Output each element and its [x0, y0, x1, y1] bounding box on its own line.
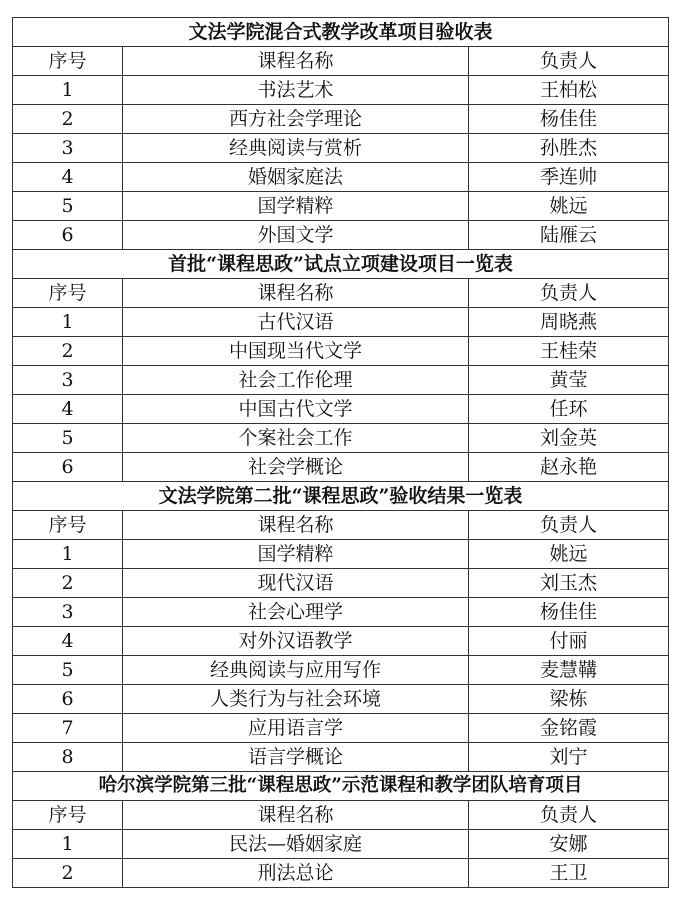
- cell-owner: 杨佳佳: [469, 598, 669, 627]
- project-list-table: [12, 17, 669, 888]
- cell-owner: 刘宁: [469, 743, 669, 772]
- table-body: [13, 18, 669, 888]
- table-row: [13, 337, 669, 366]
- cell-owner: 金铭霞: [469, 714, 669, 743]
- table-row: [13, 105, 669, 134]
- header-course-name: 课程名称: [123, 801, 469, 830]
- table-row: [13, 859, 669, 888]
- cell-index: 3: [13, 134, 123, 163]
- cell-owner: 孙胜杰: [469, 134, 669, 163]
- cell-course-name: 国学精粹: [123, 192, 469, 221]
- cell-owner: 陆雁云: [469, 221, 669, 250]
- cell-course-name: 应用语言学: [123, 714, 469, 743]
- section-title-row: [13, 482, 669, 511]
- cell-course-name: 经典阅读与应用写作: [123, 656, 469, 685]
- table-row: [13, 76, 669, 105]
- section-title-row: [13, 772, 669, 801]
- header-index: 序号: [13, 279, 123, 308]
- cell-index: 1: [13, 540, 123, 569]
- table-row: [13, 395, 669, 424]
- cell-owner: 刘玉杰: [469, 569, 669, 598]
- cell-course-name: 中国古代文学: [123, 395, 469, 424]
- cell-index: 4: [13, 627, 123, 656]
- cell-owner: 刘金英: [469, 424, 669, 453]
- cell-course-name: 书法艺术: [123, 76, 469, 105]
- cell-owner: 王柏松: [469, 76, 669, 105]
- cell-index: 2: [13, 569, 123, 598]
- table-row: [13, 627, 669, 656]
- cell-course-name: 外国文学: [123, 221, 469, 250]
- cell-owner: 周晓燕: [469, 308, 669, 337]
- table-row: [13, 366, 669, 395]
- cell-owner: 王卫: [469, 859, 669, 888]
- cell-index: 2: [13, 337, 123, 366]
- cell-index: 5: [13, 424, 123, 453]
- cell-index: 1: [13, 76, 123, 105]
- cell-owner: 赵永艳: [469, 453, 669, 482]
- cell-index: 1: [13, 308, 123, 337]
- cell-course-name: 人类行为与社会环境: [123, 685, 469, 714]
- cell-course-name: 刑法总论: [123, 859, 469, 888]
- cell-index: 6: [13, 453, 123, 482]
- cell-course-name: 个案社会工作: [123, 424, 469, 453]
- cell-owner: 梁栋: [469, 685, 669, 714]
- section-title-row: [13, 250, 669, 279]
- table-row: [13, 830, 669, 859]
- cell-owner: 王桂荣: [469, 337, 669, 366]
- table-row: [13, 134, 669, 163]
- cell-course-name: 社会心理学: [123, 598, 469, 627]
- cell-index: 7: [13, 714, 123, 743]
- cell-owner: 任环: [469, 395, 669, 424]
- table-row: [13, 221, 669, 250]
- table-row: [13, 685, 669, 714]
- cell-index: 6: [13, 685, 123, 714]
- cell-index: 1: [13, 830, 123, 859]
- section-title: 文法学院混合式教学改革项目验收表: [13, 18, 669, 47]
- section-title: 文法学院第二批“课程思政”验收结果一览表: [13, 482, 669, 511]
- column-header-row: [13, 47, 669, 76]
- cell-index: 5: [13, 192, 123, 221]
- cell-index: 8: [13, 743, 123, 772]
- cell-owner: 姚远: [469, 540, 669, 569]
- cell-course-name: 现代汉语: [123, 569, 469, 598]
- cell-course-name: 经典阅读与赏析: [123, 134, 469, 163]
- table-row: [13, 163, 669, 192]
- table-row: [13, 308, 669, 337]
- table-row: [13, 598, 669, 627]
- cell-index: 3: [13, 366, 123, 395]
- header-owner: 负责人: [469, 511, 669, 540]
- cell-index: 2: [13, 859, 123, 888]
- cell-owner: 姚远: [469, 192, 669, 221]
- cell-index: 2: [13, 105, 123, 134]
- table-row: [13, 743, 669, 772]
- cell-course-name: 民法—婚姻家庭: [123, 830, 469, 859]
- header-owner: 负责人: [469, 279, 669, 308]
- header-index: 序号: [13, 47, 123, 76]
- cell-owner: 季连帅: [469, 163, 669, 192]
- column-header-row: [13, 279, 669, 308]
- cell-course-name: 婚姻家庭法: [123, 163, 469, 192]
- cell-owner: 黄莹: [469, 366, 669, 395]
- cell-course-name: 社会学概论: [123, 453, 469, 482]
- column-header-row: [13, 801, 669, 830]
- cell-course-name: 对外汉语教学: [123, 627, 469, 656]
- table-row: [13, 656, 669, 685]
- section-title: 首批“课程思政”试点立项建设项目一览表: [13, 250, 669, 279]
- cell-course-name: 国学精粹: [123, 540, 469, 569]
- cell-index: 3: [13, 598, 123, 627]
- header-index: 序号: [13, 801, 123, 830]
- cell-course-name: 中国现当代文学: [123, 337, 469, 366]
- header-course-name: 课程名称: [123, 279, 469, 308]
- table-row: [13, 453, 669, 482]
- cell-course-name: 社会工作伦理: [123, 366, 469, 395]
- section-title-row: [13, 18, 669, 47]
- section-title: 哈尔滨学院第三批“课程思政”示范课程和教学团队培育项目: [13, 772, 669, 801]
- cell-course-name: 西方社会学理论: [123, 105, 469, 134]
- header-index: 序号: [13, 511, 123, 540]
- table-row: [13, 192, 669, 221]
- cell-course-name: 古代汉语: [123, 308, 469, 337]
- header-owner: 负责人: [469, 47, 669, 76]
- cell-owner: 麦慧鞲: [469, 656, 669, 685]
- cell-index: 4: [13, 395, 123, 424]
- table-row: [13, 569, 669, 598]
- cell-owner: 杨佳佳: [469, 105, 669, 134]
- table-row: [13, 424, 669, 453]
- header-course-name: 课程名称: [123, 511, 469, 540]
- cell-owner: 付丽: [469, 627, 669, 656]
- table-row: [13, 714, 669, 743]
- column-header-row: [13, 511, 669, 540]
- table-row: [13, 540, 669, 569]
- cell-index: 6: [13, 221, 123, 250]
- cell-index: 5: [13, 656, 123, 685]
- cell-course-name: 语言学概论: [123, 743, 469, 772]
- header-course-name: 课程名称: [123, 47, 469, 76]
- header-owner: 负责人: [469, 801, 669, 830]
- cell-owner: 安娜: [469, 830, 669, 859]
- cell-index: 4: [13, 163, 123, 192]
